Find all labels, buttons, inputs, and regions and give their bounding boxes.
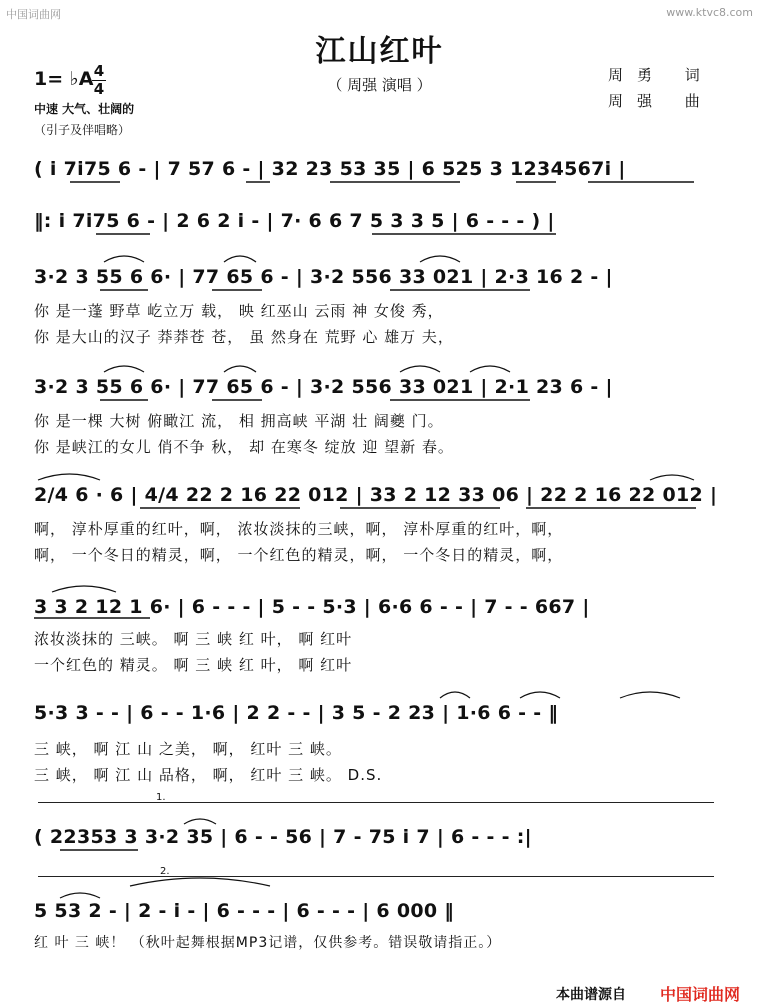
lyric-line-4b: 你 是峡江的女儿 俏不争 秋， 却 在寒冬 绽放 迎 望新 春。: [34, 438, 454, 456]
score-line-4: 3·2 3 55 6 6· | 77 65 6 - | 3·2 556 33 021 | 2·1 23 6 - |: [34, 376, 613, 398]
slur-mark: [60, 893, 100, 898]
lyric-line-6b: 一个红色的 精灵。 啊 三 峡 红 叶， 啊 红叶: [34, 656, 353, 674]
watermark-right: www.ktvc8.com: [666, 6, 753, 19]
lyric-line-9: 红 叶 三 峡！ （秋叶起舞根据MP3记谱，仅供参考。错误敬请指正。）: [34, 935, 502, 951]
lyric-line-6a: 浓妆淡抹的 三峡。 啊 三 峡 红 叶， 啊 红叶: [34, 630, 353, 648]
lyric-line-4a: 你 是一棵 大树 俯瞰江 流， 相 拥高峡 平湖 壮 阔夔 门。: [34, 412, 444, 430]
slur-mark: [420, 256, 460, 262]
time-signature-top: 4: [93, 62, 105, 80]
score-note: （引子及伴唱略）: [34, 123, 131, 137]
footer-site-link[interactable]: 中国词曲网: [660, 985, 741, 1004]
score-line-2: ‖: i 7i75 6 - | 2 6 2 i - | 7· 6 6 7 5 3 3 5 | 6 - - - ) |: [34, 210, 555, 232]
lyric-line-5b: 啊， 一个冬日的精灵，啊， 一个红色的精灵，啊， 一个冬日的精灵，啊，: [34, 546, 564, 564]
lyric-line-3b: 你 是大山的汉子 莽莽苍 苍， 虽 然身在 荒野 心 雄万 夫，: [34, 328, 454, 346]
volta-2-label: 2.: [160, 866, 170, 877]
watermark-left: 中国词曲网: [6, 8, 61, 21]
score-line-6: 3 3 2 12 1 6· | 6 - - - | 5 - - 5·3 | 6·6 6 - - | 7 - - 667 |: [34, 596, 590, 618]
slur-mark: [38, 474, 100, 480]
lyric-line-5a: 啊， 淳朴厚重的红叶，啊， 浓妆淡抹的三峡，啊， 淳朴厚重的红叶，啊，: [34, 520, 564, 538]
lyric-line-3a: 你 是一蓬 野草 屹立万 载， 映 红巫山 云雨 神 女俊 秀，: [34, 302, 444, 320]
slur-mark: [224, 366, 256, 372]
time-signature-bottom: 4: [93, 80, 105, 98]
song-subtitle: （ 周强 演唱 ）: [327, 76, 432, 94]
score-line-5: 2/4 6 · 6 | 4/4 22 2 16 22 012 | 33 2 12 33 06 | 22 2 16 22 012 |: [34, 484, 718, 506]
slur-mark: [130, 878, 270, 886]
lyric-line-7b: 三 峡， 啊 江 山 品格， 啊， 红叶 三 峡。 D.S.: [34, 766, 383, 784]
slur-mark: [104, 256, 144, 262]
score-line-7: 5·3 3 - - | 6 - - 1·6 | 2 2 - - | 3 5 - 2 23 | 1·6 6 - - ‖: [34, 702, 559, 724]
lyric-line-7a: 三 峡， 啊 江 山 之美， 啊， 红叶 三 峡。: [34, 740, 342, 758]
slur-mark: [650, 475, 694, 480]
slur-mark: [470, 366, 510, 372]
slur-mark: [184, 819, 216, 824]
score-line-9: 5 53 2 - | 2 - i - | 6 - - - | 6 - - - | 6 000 ‖: [34, 900, 455, 922]
slur-mark: [104, 366, 144, 372]
key-signature: 1= ♭A: [34, 68, 94, 90]
score-line-8: ( 22353 3 3·2 35 | 6 - - 56 | 7 - 75 i 7 | 6 - - - :|: [34, 826, 532, 848]
slur-mark: [520, 692, 560, 698]
score-line-1: ( i 7i75 6 - | 7 57 6 - | 32 23 53 35 | 6 525 3 1234567i |: [34, 158, 626, 180]
slur-mark: [52, 586, 116, 592]
song-title: 江山红叶: [315, 34, 444, 69]
lyricist-credit: 周勇 词: [608, 66, 714, 84]
score-line-3: 3·2 3 55 6 6· | 77 65 6 - | 3·2 556 33 021 | 2·3 16 2 - |: [34, 266, 613, 288]
volta-1-label: 1.: [156, 792, 166, 803]
slur-mark: [440, 692, 470, 698]
slur-mark: [400, 366, 440, 372]
composer-credit: 周强 曲: [608, 92, 714, 110]
slur-mark: [224, 256, 256, 262]
slur-mark: [620, 692, 680, 698]
tempo-marking: 中速 大气、壮阔的: [34, 102, 135, 116]
footer-source-label: 本曲谱源自: [556, 987, 626, 1003]
